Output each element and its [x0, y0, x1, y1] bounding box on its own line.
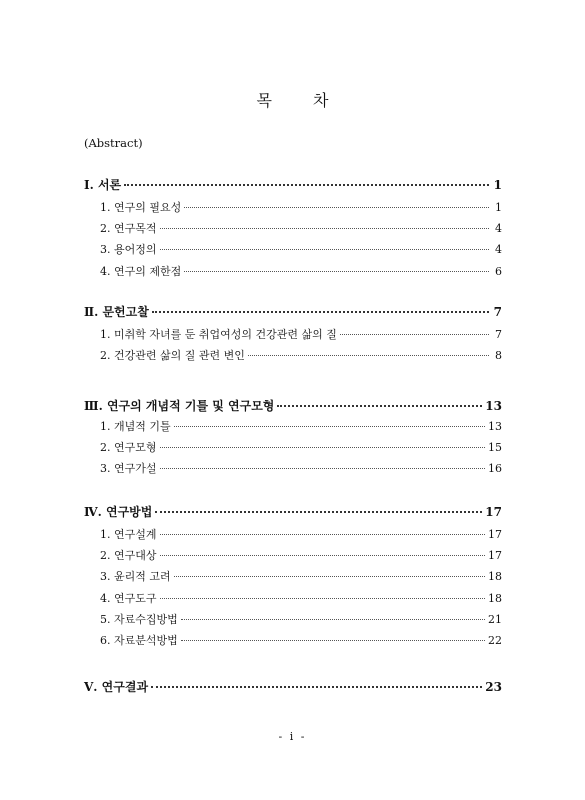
- chapter-title: Ⅳ. 연구방법: [84, 505, 153, 519]
- section-title: 6. 자료분석방법: [100, 634, 178, 647]
- abstract-entry: (Abstract): [84, 136, 143, 150]
- section-title: 1. 개념적 기틀: [100, 420, 171, 433]
- section-title: 2. 연구모형: [100, 441, 157, 455]
- dot-leader: [152, 311, 489, 313]
- toc-chapter[interactable]: [84, 176, 502, 193]
- page-number: 22: [488, 634, 502, 647]
- toc-section[interactable]: [100, 568, 502, 584]
- dot-leader: [160, 598, 486, 599]
- toc-chapter[interactable]: [84, 678, 502, 695]
- dot-leader: [160, 447, 486, 448]
- section-title: 1. 연구의 필요성: [100, 201, 182, 214]
- dot-leader: [174, 426, 485, 427]
- toc-chapter[interactable]: [84, 397, 502, 414]
- dot-leader: [155, 511, 482, 513]
- toc-section[interactable]: [100, 241, 502, 257]
- page-number: 18: [488, 570, 502, 584]
- page-number: 8: [495, 349, 502, 363]
- page-number: 4: [495, 222, 502, 236]
- page-number: 15: [488, 441, 502, 455]
- chapter-title: Ⅱ. 문헌고찰: [84, 305, 149, 319]
- dot-leader: [184, 271, 489, 272]
- page-number: 1: [493, 178, 502, 192]
- toc-chapter[interactable]: [84, 503, 502, 520]
- toc-section[interactable]: [100, 263, 502, 279]
- page-number: 17: [488, 528, 502, 541]
- dot-leader: [160, 228, 490, 229]
- section-title: 2. 연구목적: [100, 222, 157, 236]
- toc-section[interactable]: [100, 326, 502, 342]
- toc-section[interactable]: [100, 418, 502, 434]
- dot-leader: [151, 686, 482, 688]
- dot-leader: [124, 184, 489, 186]
- page-number: 13: [485, 399, 502, 413]
- section-title: 5. 자료수집방법: [100, 612, 178, 626]
- toc-section[interactable]: [100, 590, 502, 606]
- page-number: 17: [485, 505, 502, 519]
- toc-chapter[interactable]: [84, 303, 502, 320]
- page-number: 7: [495, 328, 502, 341]
- dot-leader: [160, 534, 486, 535]
- page-number: 23: [485, 680, 502, 694]
- section-title: 1. 연구설계: [100, 528, 157, 541]
- dot-leader: [181, 640, 485, 641]
- dot-leader: [160, 249, 490, 250]
- chapter-title: Ⅰ. 서론: [84, 178, 122, 192]
- page-number: 17: [488, 549, 502, 563]
- section-title: 2. 건강관련 삶의 질 관련 변인: [100, 349, 245, 363]
- section-title: 3. 연구가설: [100, 462, 157, 476]
- chapter-title: Ⅴ. 연구결과: [84, 680, 149, 694]
- dot-leader: [184, 207, 489, 208]
- page-number: 16: [488, 462, 502, 476]
- section-title: 4. 연구의 제한점: [100, 264, 182, 278]
- dot-leader: [248, 355, 489, 356]
- section-title: 3. 윤리적 고려: [100, 570, 171, 584]
- page-number: 1: [495, 201, 502, 214]
- page-number: 21: [488, 612, 502, 626]
- toc-section[interactable]: [100, 547, 502, 563]
- toc-section[interactable]: [100, 199, 502, 215]
- toc-section[interactable]: [100, 439, 502, 455]
- page-number-footer: - i -: [278, 730, 307, 743]
- page-number: 13: [488, 420, 502, 433]
- page-number: 18: [488, 591, 502, 605]
- page-title: 목 차: [256, 91, 347, 110]
- page-number: 4: [495, 243, 502, 257]
- chapter-title: Ⅲ. 연구의 개념적 기틀 및 연구모형: [84, 399, 275, 413]
- section-title: 1. 미취학 자녀를 둔 취업여성의 건강관련 삶의 질: [100, 328, 337, 341]
- dot-leader: [160, 468, 486, 469]
- dot-leader: [160, 555, 486, 556]
- dot-leader: [174, 576, 485, 577]
- toc-section[interactable]: [100, 460, 502, 476]
- section-title: 3. 용어정의: [100, 243, 157, 257]
- page-number: 7: [493, 305, 502, 319]
- toc-section[interactable]: [100, 632, 502, 648]
- toc-section[interactable]: [100, 347, 502, 363]
- page-number: 6: [495, 264, 502, 278]
- section-title: 2. 연구대상: [100, 549, 157, 563]
- section-title: 4. 연구도구: [100, 591, 157, 605]
- dot-leader: [181, 619, 485, 620]
- dot-leader: [340, 334, 489, 335]
- toc-section[interactable]: [100, 220, 502, 236]
- toc-section[interactable]: [100, 526, 502, 542]
- dot-leader: [277, 405, 482, 407]
- toc-section[interactable]: [100, 611, 502, 627]
